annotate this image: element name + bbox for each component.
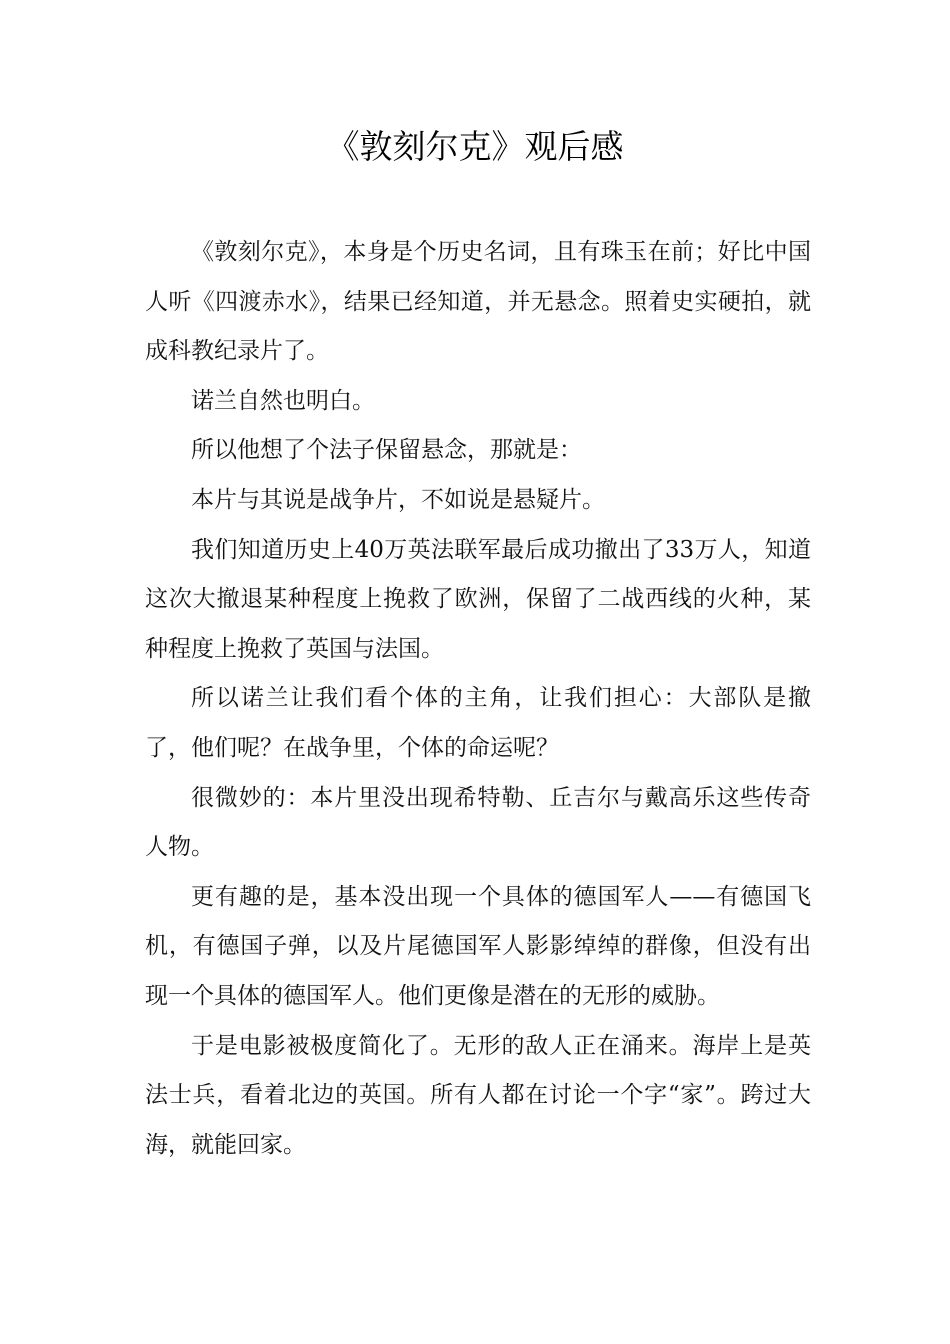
paragraph: 更有趣的是，基本没出现一个具体的德国军人——有德国飞机，有德国子弹，以及片尾德国军人影影绰绰的群像，但没有出现一个具体的德国军人。他们更像是潜在的无形的威胁。 (145, 883, 811, 1009)
paragraph: 《敦刻尔克》，本身是个历史名词，且有珠玉在前；好比中国人听《四渡赤水》，结果已经知道，并无悬念。照着史实硬拍，就成科教纪录片了。 (145, 239, 811, 365)
paragraph: 于是电影被极度简化了。无形的敌人正在涌来。海岸上是英法士兵，看着北边的英国。所有人都在讨论一个字“家”。跨过大海，就能回家。 (145, 1032, 811, 1158)
paragraph: 所以诺兰让我们看个体的主角，让我们担心：大部队是撤了，他们呢？在战争里，个体的命运呢？ (145, 685, 811, 761)
paragraph: 很微妙的：本片里没出现希特勒、丘吉尔与戴高乐这些传奇人物。 (145, 784, 811, 861)
paragraph: 所以他想了个法子保留悬念，那就是： (191, 437, 582, 464)
document-body (145, 228, 811, 1170)
paragraph: 诺兰自然也明白。 (191, 387, 375, 414)
paragraph: 本片与其说是战争片，不如说是悬疑片。 (191, 486, 605, 513)
paragraph: 我们知道历史上40万英法联军最后成功撤出了33万人，知道这次大撤退某种程度上挽救了欧洲，保留了二战西线的火种，某种程度上挽救了英国与法国。 (145, 536, 811, 662)
document-title: 《敦刻尔克》观后感 (326, 127, 624, 166)
